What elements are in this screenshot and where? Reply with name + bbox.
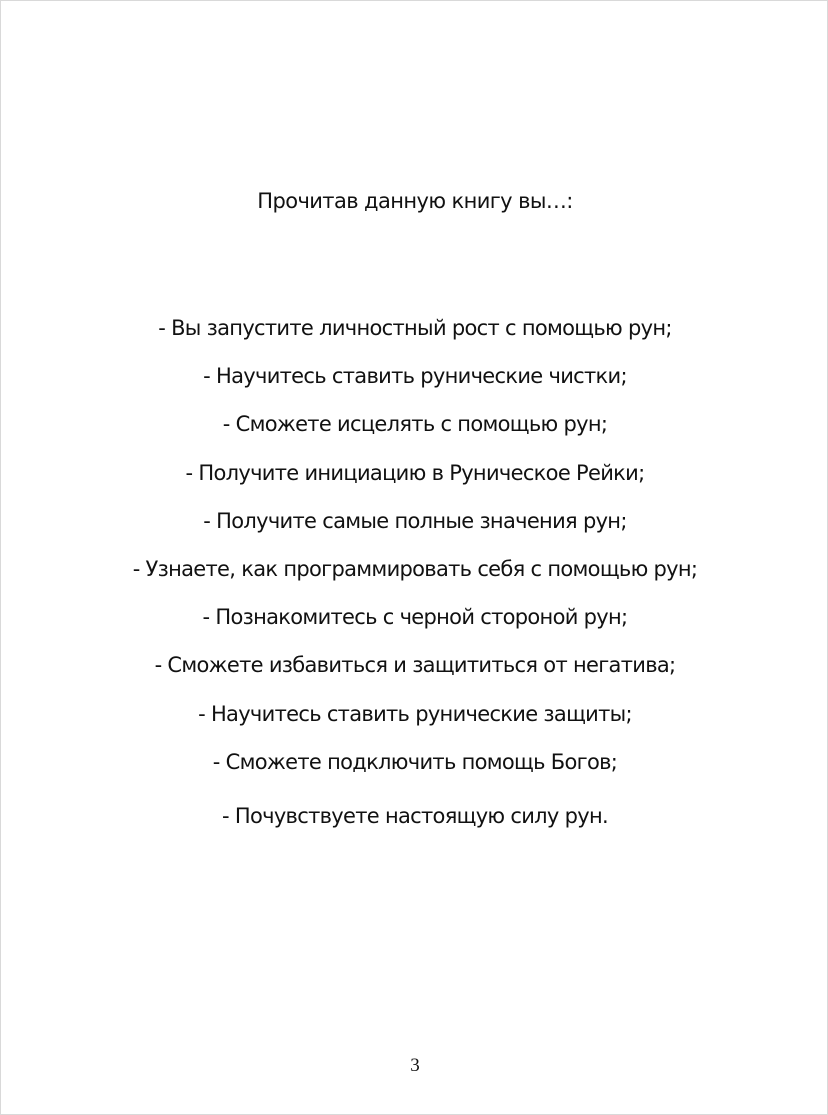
page-heading: Прочитав данную книгу вы…: xyxy=(257,189,573,213)
benefits-list xyxy=(1,311,828,847)
list-item: - Научитесь ставить рунические чистки; xyxy=(203,364,627,389)
list-item: - Сможете избавиться и защититься от негатива; xyxy=(154,653,676,678)
list-item: - Получите инициацию в Руническое Рейки; xyxy=(185,460,645,485)
list-item: - Сможете исцелять с помощью рун; xyxy=(222,412,608,437)
list-item: - Сможете подключить помощь Богов; xyxy=(212,749,618,774)
list-item: - Вы запустите личностный рост с помощью рун; xyxy=(158,316,672,340)
list-item: - Получите самые полные значения рун; xyxy=(203,508,627,533)
list-item: - Познакомитесь с черной стороной рун; xyxy=(202,605,628,630)
list-item: - Научитесь ставить рунические защиты; xyxy=(198,701,632,726)
list-item: - Узнаете, как программировать себя с помощью рун; xyxy=(132,556,698,581)
list-item: - Почувствуете настоящую силу рун. xyxy=(222,803,608,828)
page-number: 3 xyxy=(410,1055,420,1076)
